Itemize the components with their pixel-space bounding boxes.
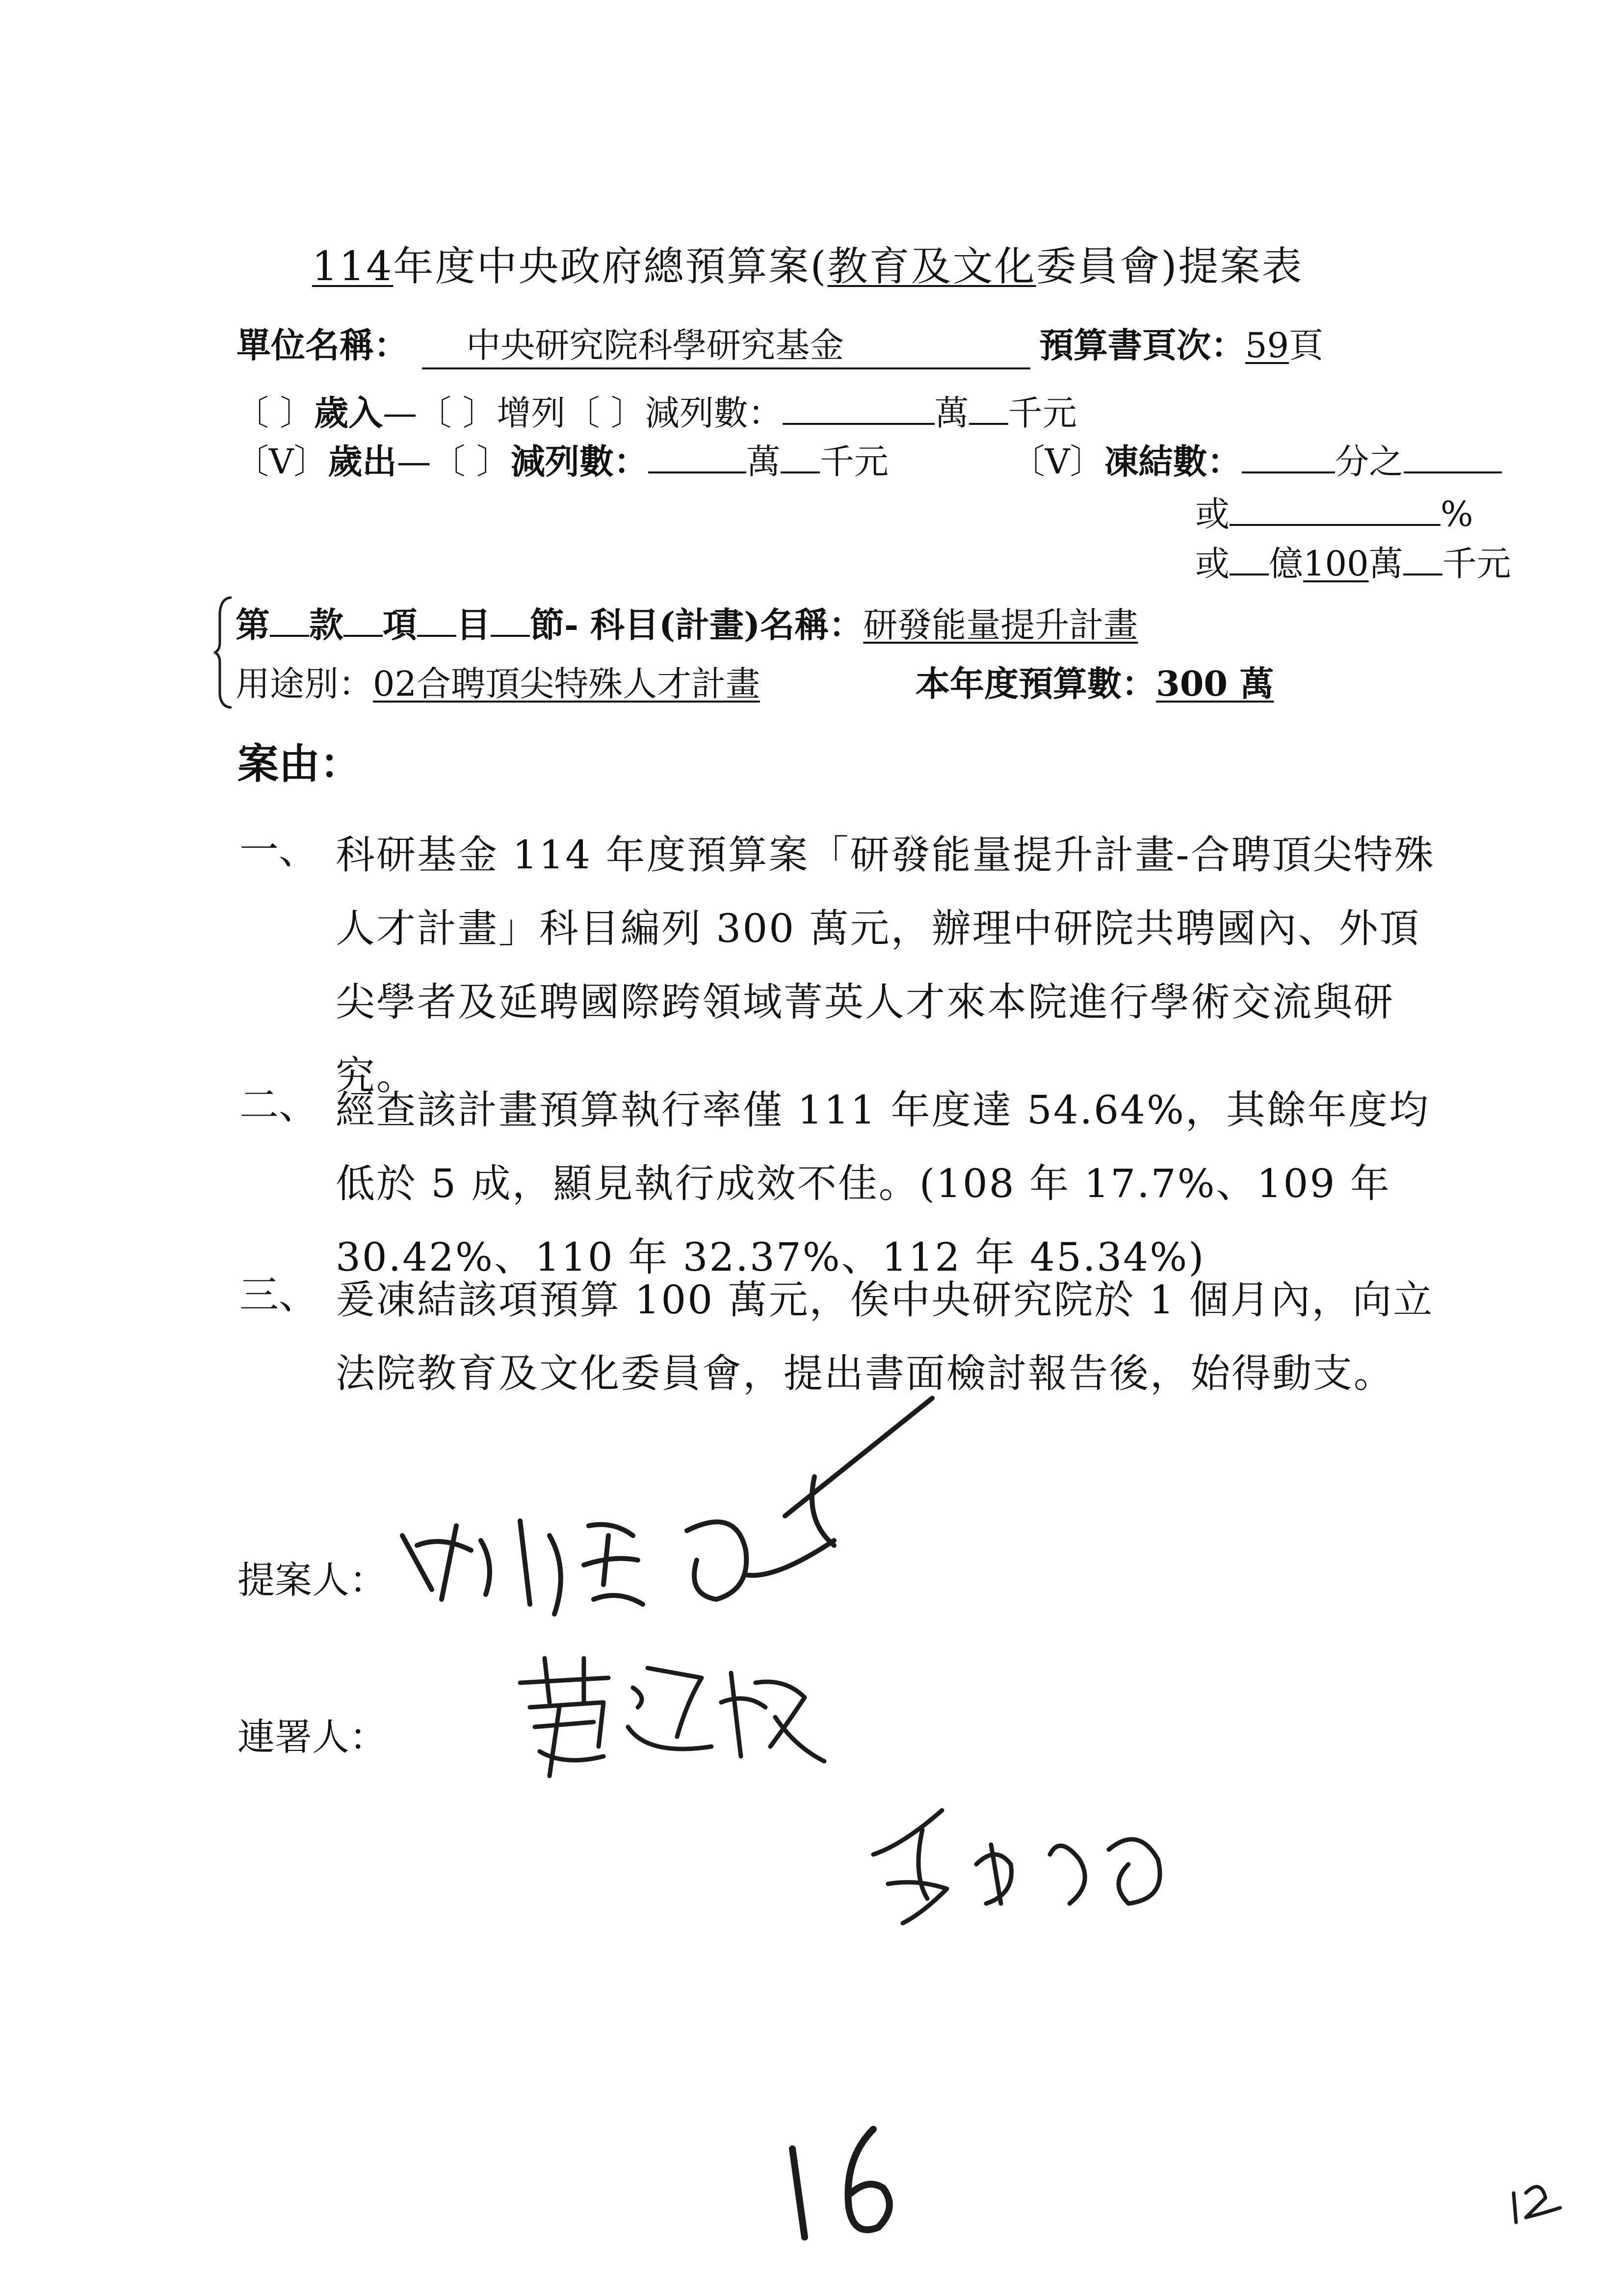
- expenditure-unit-qian: 千元: [819, 442, 889, 482]
- revenue-unit-qian: 千元: [1008, 393, 1077, 433]
- page-number-text: 16: [829, 2272, 836, 2278]
- expenditure-dash: —: [396, 442, 431, 482]
- title-post: 委員會)提案表: [1036, 243, 1304, 290]
- freeze-label: 凍結數：: [1104, 441, 1242, 482]
- item-3-text: 爰凍結該項預算 100 萬元，俟中央研究院於 1 個月內，向立法院教育及文化委員會，提出書面檢討報告後，始得動支。: [336, 1277, 1434, 1396]
- budget-label: 本年度預算數：: [916, 663, 1156, 704]
- revenue-dash: —: [383, 393, 418, 433]
- item-1-text: 科研基金 114 年度預算案「研發能量提升計畫-合聘頂尖特殊人才計畫」科目編列 300 萬元，辦理中研院共聘國內、外頂尖學者及延聘國際跨領域菁英人才來本院進行學術交流與研究。: [336, 832, 1435, 1098]
- unit-value: 中央研究院科學研究基金: [422, 318, 1030, 369]
- item-2-number: 二、: [239, 1082, 318, 1128]
- unit-label: 單位名稱：: [236, 325, 408, 365]
- item-2-text: 經查該計畫預算執行率僅 111 年度達 54.64%，其餘年度均低於 5 成，顯見執行成效不佳。(108 年 17.7%、109 年 30.42%、110 年 32.37%、112 年 45.34%): [336, 1087, 1430, 1280]
- corner-mark-text: 12: [1521, 2233, 1527, 2239]
- subject-xiang: 項: [383, 604, 417, 645]
- or-amount-wan: 萬: [1368, 544, 1403, 584]
- freeze-fraction: 分之: [1335, 442, 1404, 482]
- subject-jie: 節-: [530, 604, 579, 645]
- use-value: 02合聘頂尖特殊人才計畫: [373, 664, 760, 704]
- or-amount-qian: 千元: [1442, 544, 1511, 584]
- or-amount-or: 或: [1195, 544, 1230, 584]
- budget-value: 300 萬: [1156, 663, 1274, 704]
- expenditure-decrease-box: 〔 〕: [431, 442, 511, 482]
- page-unit: 頁: [1289, 325, 1324, 365]
- title-pre: 年度中央政府總預算案(: [393, 243, 828, 290]
- subject-mu: 目: [456, 604, 491, 645]
- subject-kuan: 款: [309, 604, 343, 645]
- reason-heading: 案由：: [237, 739, 362, 788]
- title-committee: 教育及文化: [827, 243, 1036, 290]
- proposer-label: 提案人：: [237, 1558, 387, 1602]
- or-amount-value: 100: [1303, 544, 1369, 584]
- revenue-decrease: 〔 〕減列數：: [565, 393, 783, 433]
- revenue-unit-wan: 萬: [934, 393, 969, 433]
- freeze-box: 〔V〕: [1011, 442, 1104, 482]
- expenditure-box: 〔V〕: [235, 442, 328, 482]
- title-year: 114: [312, 243, 393, 290]
- subject-name-value: 研發能量提升計畫: [863, 605, 1138, 645]
- item-3-number: 三、: [239, 1272, 318, 1318]
- or-percent-symbol: %: [1441, 494, 1473, 534]
- page-label: 預算書頁次：: [1039, 325, 1245, 365]
- or-amount-yi: 億: [1269, 544, 1303, 584]
- item-1-number: 一、: [239, 827, 318, 873]
- cosigner-label: 連署人：: [237, 1715, 387, 1759]
- expenditure-unit-wan: 萬: [746, 442, 781, 482]
- expenditure-label: 歲出: [328, 441, 397, 482]
- expenditure-decrease-label: 減列數：: [510, 441, 648, 482]
- subject-name-label: 科目(計畫)名稱：: [590, 604, 864, 645]
- revenue-label: 歲入: [314, 392, 383, 433]
- revenue-increase: 〔 〕增列: [417, 393, 566, 433]
- revenue-box: 〔 〕: [235, 393, 314, 433]
- page-value: 59: [1245, 325, 1289, 365]
- use-label: 用途別：: [236, 664, 373, 704]
- or-percent-or: 或: [1195, 494, 1230, 534]
- subject-first: 第: [236, 604, 270, 645]
